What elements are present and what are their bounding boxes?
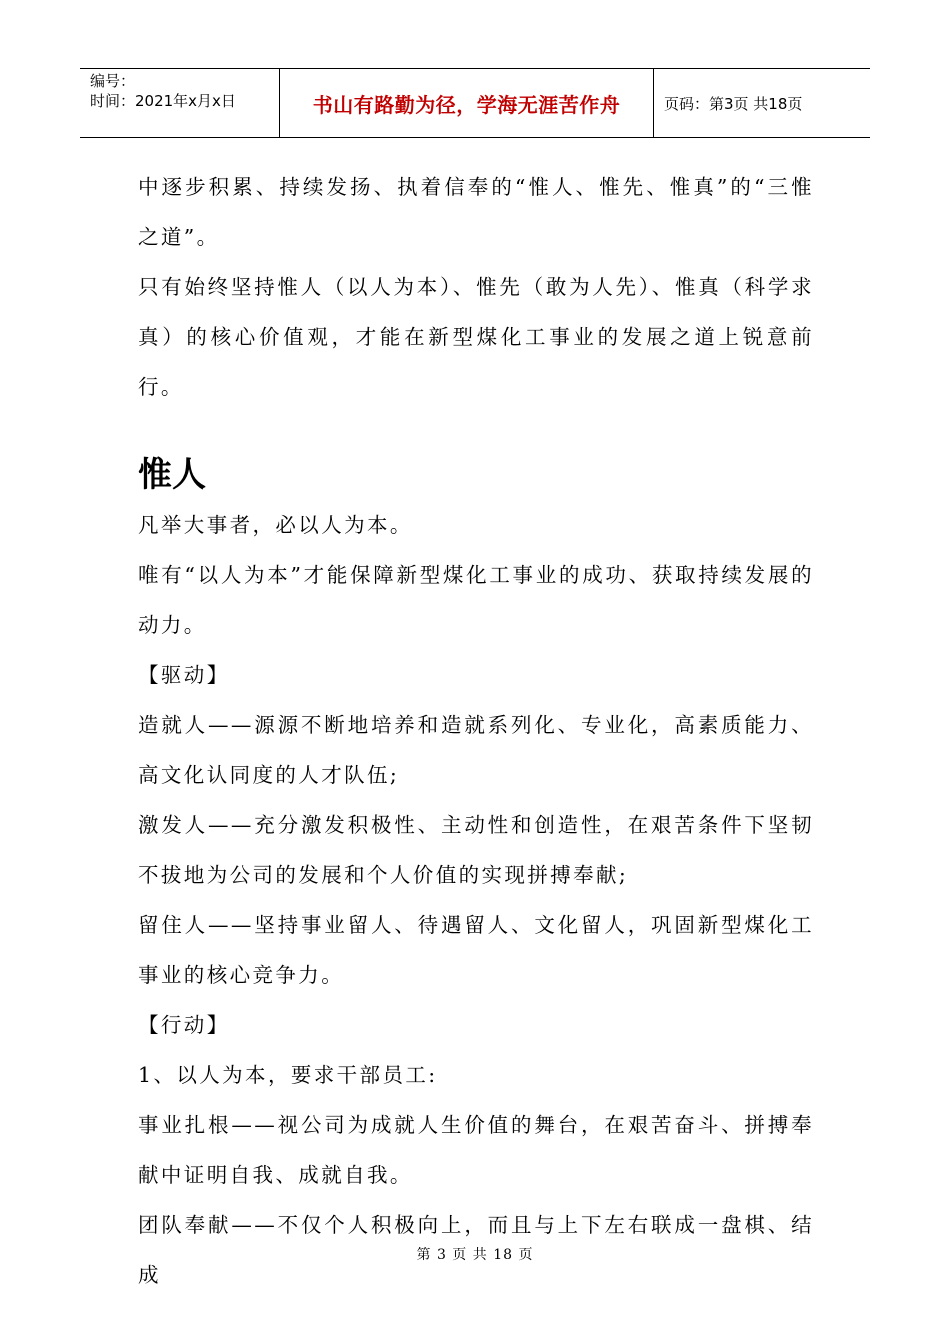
subsection-label: 【驱动】 [138,663,230,687]
document-body [138,162,814,1300]
header-page-code: 页码：第3页 共18页 [664,94,803,113]
body-paragraph: 中逐步积累、持续发扬、执着信奉的“惟人、惟先、惟真”的“三惟之道”。 [138,175,814,249]
date-label: 时间：2021年x月x日 [90,92,236,110]
section-heading: 惟人 [138,455,206,495]
body-paragraph: 留住人——坚持事业留人、待遇留人、文化留人，巩固新型煤化工事业的核心竞争力。 [138,913,814,987]
body-paragraph: 只有始终坚持惟人（以人为本）、惟先（敢为人先）、惟真（科学求真）的核心价值观，才能在新型煤化工事业的发展之道上锐意前行。 [138,275,814,399]
serial-number-label: 编号： [90,72,136,90]
body-paragraph: 唯有“以人为本”才能保障新型煤化工事业的成功、获取持续发展的动力。 [138,563,814,637]
body-paragraph: 造就人——源源不断地培养和造就系列化、专业化，高素质能力、高文化认同度的人才队伍; [138,713,814,787]
body-paragraph: 团队奉献——不仅个人积极向上，而且与上下左右联成一盘棋、结成 [138,1213,814,1287]
header-motto: 书山有路勤为径，学海无涯苦作舟 [280,69,654,137]
header-meta-cell [80,69,280,137]
page-footer: 第 3 页 共 18 页 [416,1247,534,1263]
body-paragraph: 激发人——充分激发积极性、主动性和创造性，在艰苦条件下坚韧不拔地为公司的发展和个人价值的实现拼搏奉献; [138,813,814,887]
body-paragraph: 凡举大事者，必以人为本。 [138,513,413,537]
document-header [80,68,870,138]
body-paragraph: 事业扎根——视公司为成就人生价值的舞台，在艰苦奋斗、拼搏奉献中证明自我、成就自我。 [138,1113,814,1187]
subsection-label: 【行动】 [138,1013,230,1037]
body-paragraph: 1、以人为本，要求干部员工: [138,1063,438,1087]
